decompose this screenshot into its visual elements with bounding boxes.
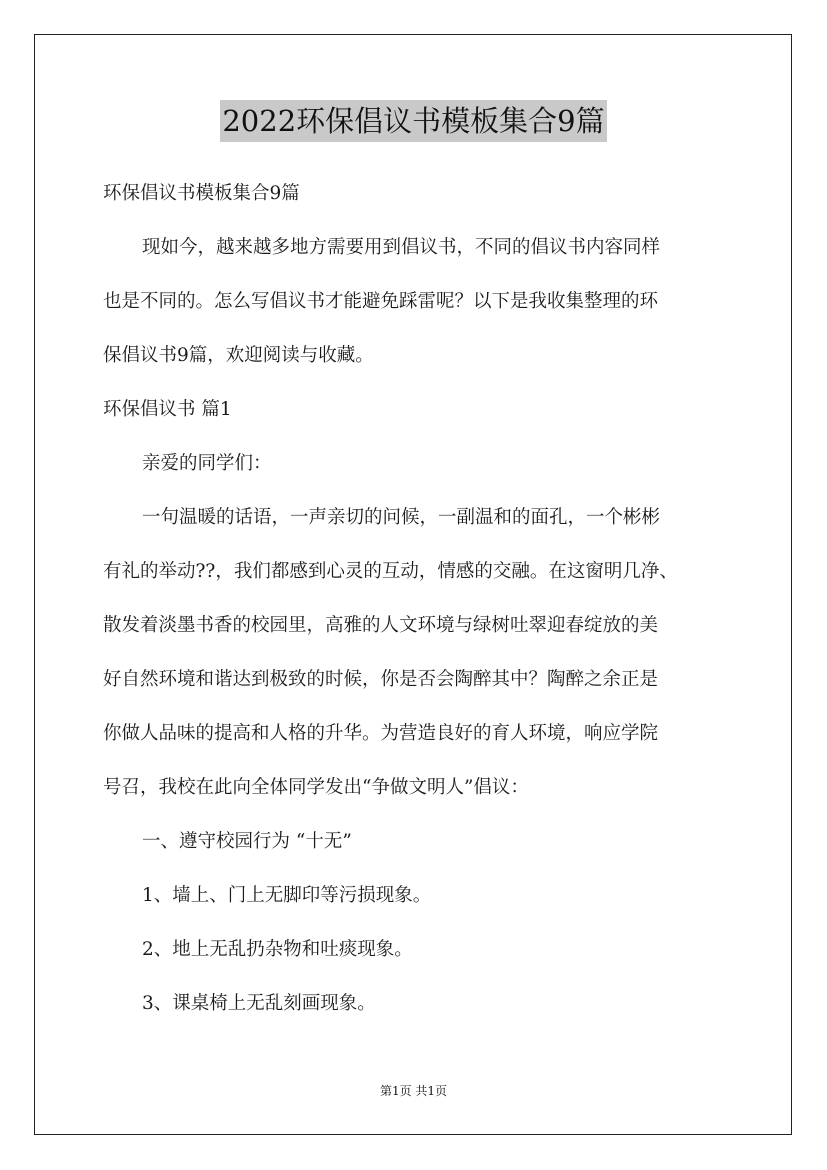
document-title: 2022环保倡议书模板集合9篇 bbox=[220, 100, 606, 142]
list-item: 2、地上无乱扔杂物和吐痰现象。 bbox=[142, 939, 413, 960]
paragraph-line: 散发着淡墨书香的校园里，高雅的人文环境与绿树吐翠迎春绽放的美 bbox=[103, 615, 659, 636]
paragraph-line: 保倡议书9篇，欢迎阅读与收藏。 bbox=[103, 345, 374, 366]
page-footer: 第1页 共1页 bbox=[379, 1084, 448, 1098]
paragraph-line: 也是不同的。怎么写倡议书才能避免踩雷呢？以下是我收集整理的环 bbox=[103, 291, 659, 312]
title-container bbox=[0, 100, 827, 142]
paragraph-line: 号召，我校在此向全体同学发出“争做文明人”倡议： bbox=[103, 777, 529, 798]
paragraph-line: 好自然环境和谐达到极致的时候，你是否会陶醉其中？陶醉之余正是 bbox=[103, 669, 659, 690]
salutation-line: 亲爱的同学们： bbox=[142, 453, 272, 474]
list-heading: 一、遵守校园行为 “十无” bbox=[142, 831, 352, 852]
list-item: 3、课桌椅上无乱刻画现象。 bbox=[142, 993, 376, 1014]
paragraph-line: 现如今，越来越多地方需要用到倡议书，不同的倡议书内容同样 bbox=[142, 237, 661, 258]
paragraph-line: 你做人品味的提高和人格的升华。为营造良好的育人环境，响应学院 bbox=[103, 723, 659, 744]
subtitle-line: 环保倡议书模板集合9篇 bbox=[103, 183, 300, 204]
section-heading: 环保倡议书 篇1 bbox=[103, 399, 232, 420]
paragraph-line: 有礼的举动??，我们都感到心灵的互动，情感的交融。在这窗明几净、 bbox=[103, 561, 678, 582]
paragraph-line: 一句温暖的话语，一声亲切的问候，一副温和的面孔，一个彬彬 bbox=[142, 507, 661, 528]
list-item: 1、墙上、门上无脚印等污损现象。 bbox=[142, 885, 432, 906]
